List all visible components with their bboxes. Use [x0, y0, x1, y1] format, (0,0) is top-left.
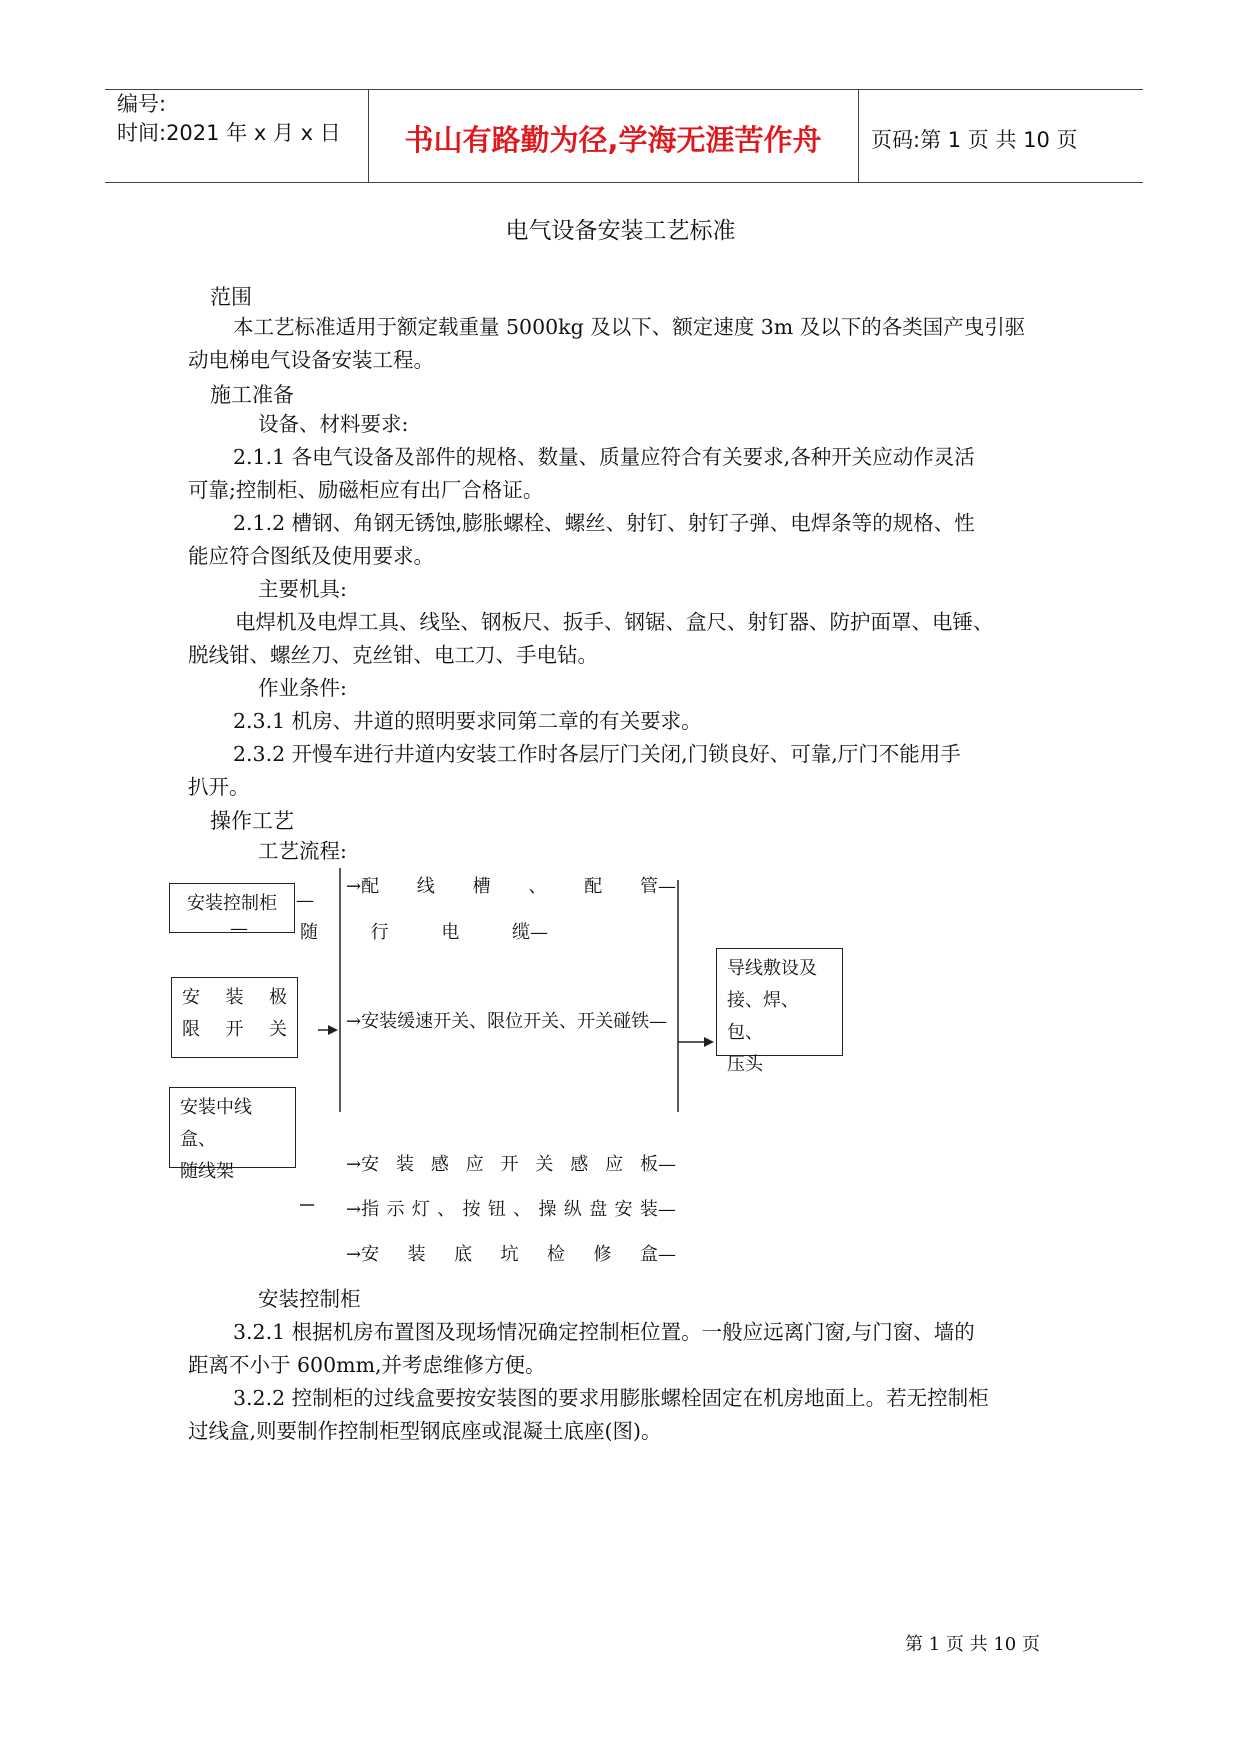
paragraph-line: 3.2.2 控制柜的过线盒要按安装图的要求用膨胀螺栓固定在机房地面上。若无控制柜 [233, 1386, 989, 1410]
section-heading-preparation: 施工准备 [210, 383, 294, 407]
document-number: 编号: [117, 92, 167, 116]
paragraph-line: 本工艺标准适用于额定载重量 5000kg 及以下、额定速度 3m 及以下的各类国产曳引驱 [233, 315, 1026, 339]
flow-char: 感 [430, 1154, 449, 1175]
paragraph-line: 脱线钳、螺丝刀、克丝钳、电工刀、手电钻。 [188, 643, 598, 667]
flow-char: 底 [454, 1244, 473, 1265]
paragraph-line: 扒开。 [188, 775, 250, 799]
flow-char: 坑 [500, 1244, 519, 1265]
flow-char: 装 [407, 1244, 426, 1265]
header-slogan: 书山有路勤为径,学海无涯苦作舟 [404, 123, 822, 157]
flow-row-pit-box [346, 1240, 676, 1266]
flow-char: 槽 [472, 876, 491, 897]
flow-char: 修 [593, 1244, 612, 1265]
section-heading-procedure: 操作工艺 [210, 809, 294, 833]
subsection-heading: 安装控制柜 [258, 1287, 361, 1311]
flow-row-indicators [346, 1195, 676, 1221]
paragraph-line: 2.3.2 开慢车进行井道内安装工作时各层厅门关闭,门锁良好、可靠,厅门不能用手 [233, 742, 961, 766]
box-char: 极 [269, 987, 287, 1008]
footer-page-number: 第 1 页 共 10 页 [905, 1634, 1040, 1655]
flow-char: 、 [528, 876, 547, 897]
subsection-heading: 作业条件: [258, 676, 347, 700]
flow-char: 关 [535, 1154, 554, 1175]
flow-char: →安 [346, 1244, 380, 1265]
flow-row-switches: →安装缓速开关、限位开关、开关碰铁— [346, 1011, 668, 1032]
flow-char: 装 [395, 1154, 414, 1175]
flow-char: 缆— [511, 922, 548, 943]
flow-char: 应 [465, 1154, 484, 1175]
flow-char: 开 [500, 1154, 519, 1175]
flow-char: 盘 [589, 1199, 608, 1220]
flow-stray-mark: — [230, 918, 248, 939]
flow-char: 管— [640, 876, 676, 897]
flow-char: →安 [346, 1154, 380, 1175]
flow-box-control-cabinet: 安装控制柜 [169, 883, 295, 933]
box-line: 安装中线盒、 [180, 1097, 252, 1150]
flow-row-traveling-cable [300, 918, 548, 944]
flow-char: 行 [370, 922, 389, 943]
box-line: 导线敷设及 [727, 958, 817, 979]
paragraph-line: 动电梯电气设备安装工程。 [188, 348, 434, 372]
flow-char: 板— [639, 1154, 676, 1175]
flow-char: 装— [639, 1199, 676, 1220]
box-line: 随线架 [180, 1161, 234, 1182]
box-char: 装 [225, 987, 244, 1008]
flow-char: →配 [346, 876, 380, 897]
flow-char: 应 [605, 1154, 624, 1175]
flow-char: 随 [300, 922, 318, 943]
flow-char: 安 [614, 1199, 633, 1220]
flow-char: 纵 [563, 1199, 582, 1220]
flow-char: 检 [547, 1244, 566, 1265]
paragraph-line: 2.1.2 槽钢、角钢无锈蚀,膨胀螺栓、螺丝、射钉、射钉子弹、电焊条等的规格、性 [233, 511, 975, 535]
flow-char: →指 [346, 1199, 380, 1220]
paragraph-line: 可靠;控制柜、励磁柜应有出厂合格证。 [188, 478, 544, 502]
flow-char: 按 [462, 1199, 481, 1220]
flow-char: 电 [441, 922, 460, 943]
paragraph-line: 能应符合图纸及使用要求。 [188, 544, 434, 568]
paragraph-line: 2.3.1 机房、井道的照明要求同第二章的有关要求。 [233, 709, 702, 733]
subsection-heading: 设备、材料要求: [258, 412, 409, 436]
box-char: 开 [225, 1019, 244, 1040]
flow-char: 盒— [640, 1244, 676, 1265]
header-page-number: 页码:第 1 页 共 10 页 [871, 128, 1078, 152]
connector-dash: — [296, 890, 314, 911]
paragraph-line: 距离不小于 600mm,并考虑维修方便。 [188, 1353, 546, 1377]
flow-char: 线 [416, 876, 435, 897]
paragraph-line: 电焊机及电焊工具、线坠、钢板尺、扳手、钢锯、盒尺、射钉器、防护面罩、电锤、 [235, 610, 994, 634]
flow-char: 配 [584, 876, 603, 897]
section-heading-scope: 范围 [210, 285, 252, 309]
box-char: 限 [182, 1019, 200, 1040]
document-date: 时间:2021 年 x 月 x 日 [117, 121, 341, 145]
document-title: 电气设备安装工艺标准 [505, 218, 736, 244]
flow-char: 操 [538, 1199, 557, 1220]
subsection-heading: 工艺流程: [258, 839, 347, 863]
box-line: 接、焊、包、 [727, 990, 799, 1043]
paragraph-line: 3.2.1 根据机房布置图及现场情况确定控制柜位置。一般应远离门窗,与门窗、墙的 [233, 1320, 975, 1344]
paragraph-line: 过线盒,则要制作控制柜型钢底座或混凝土底座(图)。 [188, 1419, 662, 1443]
flow-char: 感 [570, 1154, 589, 1175]
paragraph-line: 2.1.1 各电气设备及部件的规格、数量、质量应符合有关要求,各种开关应动作灵活 [233, 445, 975, 469]
flow-row-induction [346, 1150, 676, 1176]
flow-char: 、 [513, 1199, 532, 1220]
box-char: 关 [269, 1019, 287, 1040]
flow-char: 钮 [487, 1199, 506, 1220]
box-char: 安 [182, 987, 200, 1008]
flow-char: 灯 [411, 1199, 430, 1220]
subsection-heading: 主要机具: [258, 577, 347, 601]
box-line: 压头 [727, 1054, 763, 1075]
flow-row-wireway [346, 872, 676, 898]
flow-char: 、 [437, 1199, 456, 1220]
flow-char: 示 [386, 1199, 405, 1220]
